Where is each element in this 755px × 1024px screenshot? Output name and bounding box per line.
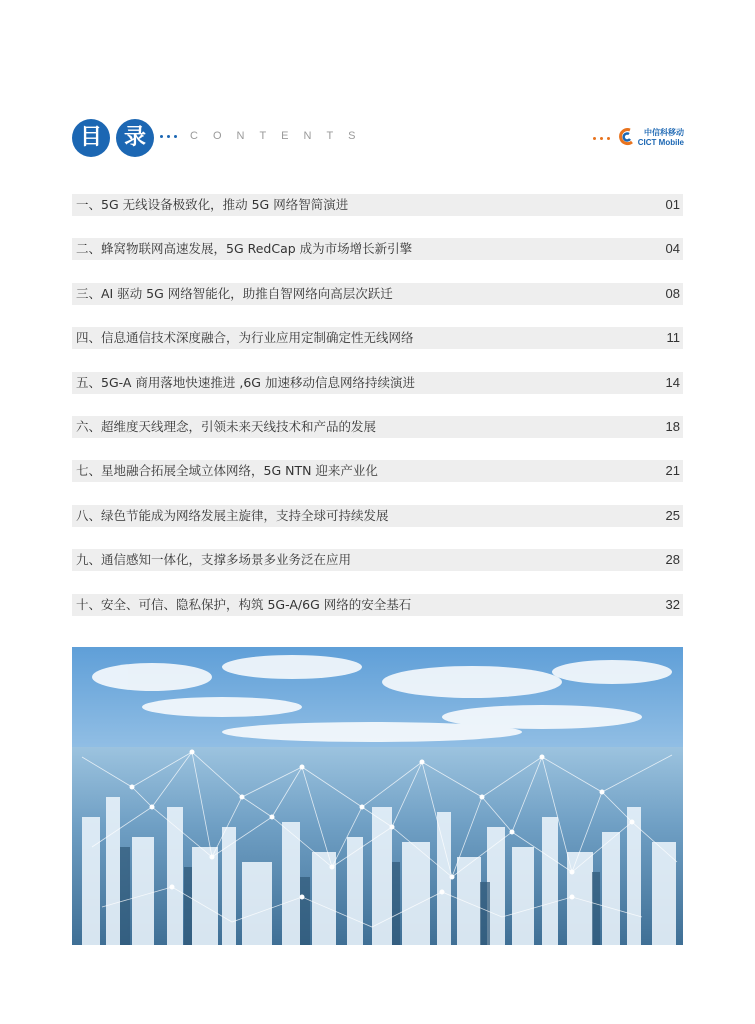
toc-entry-title: 三、AI 驱动 5G 网络智能化，助推自智网络向高层次跃迁 <box>76 285 393 301</box>
logo-dots <box>593 137 614 156</box>
cict-mobile-logo-mark-icon <box>618 127 634 147</box>
toc-entry-title: 一、5G 无线设备极致化，推动 5G 网络智简演进 <box>76 197 349 212</box>
toc-entry[interactable] <box>72 327 683 349</box>
logo-text-cn: 中信科移动 <box>644 128 684 137</box>
logo-text-en: CICT Mobile <box>637 138 684 147</box>
toc-header <box>72 119 684 157</box>
toc-entry-page: 01 <box>665 197 680 212</box>
toc-entry[interactable] <box>72 549 683 571</box>
city-network-illustration <box>72 647 683 945</box>
toc-entry-title: 七、星地融合拓展全域立体网络，5G NTN 迎来产业化 <box>76 463 378 479</box>
toc-entry[interactable] <box>72 194 683 216</box>
company-logo <box>544 127 684 149</box>
header-dots <box>160 135 181 154</box>
toc-entry-title: 四、信息通信技术深度融合，为行业应用定制确定性无线网络 <box>76 330 414 346</box>
toc-entry-page: 11 <box>666 330 680 346</box>
toc-entry-title: 九、通信感知一体化，支撑多场景多业务泛在应用 <box>76 552 352 568</box>
toc-entry-page: 04 <box>665 241 680 257</box>
toc-entry-page: 32 <box>665 596 680 612</box>
toc-entry-page: 18 <box>665 418 680 434</box>
toc-entry[interactable] <box>72 460 683 482</box>
toc-entry[interactable] <box>72 372 683 394</box>
toc-entry-title: 五、5G-A 商用落地快速推进 ,6G 加速移动信息网络持续演进 <box>76 374 415 390</box>
toc-entry-title: 二、蜂窝物联网高速发展，5G RedCap 成为市场增长新引擎 <box>76 241 413 257</box>
toc-list <box>72 194 683 638</box>
city-network-photo <box>72 647 683 945</box>
toc-entry[interactable] <box>72 505 683 527</box>
toc-entry[interactable] <box>72 283 683 305</box>
toc-entry-title: 十、安全、可信、隐私保护，构筑 5G-A/6G 网络的安全基石 <box>76 596 412 612</box>
toc-entry-title: 八、绿色节能成为网络发展主旋律，支持全球可持续发展 <box>76 507 389 523</box>
toc-entry-page: 21 <box>665 463 680 479</box>
toc-entry-title: 六、超维度天线理念，引领未来天线技术和产品的发展 <box>76 418 377 434</box>
toc-entry[interactable] <box>72 416 683 438</box>
title-char-circle-2: 录 <box>116 119 154 157</box>
title-char-circle-1: 目 <box>72 119 110 157</box>
toc-entry-page: 08 <box>665 285 680 301</box>
contents-label: CONTENTS <box>190 130 371 142</box>
toc-entry[interactable] <box>72 594 683 616</box>
toc-entry[interactable] <box>72 238 683 260</box>
toc-entry-page: 25 <box>665 507 680 523</box>
toc-entry-page: 28 <box>665 552 680 568</box>
toc-entry-page: 14 <box>665 374 680 390</box>
